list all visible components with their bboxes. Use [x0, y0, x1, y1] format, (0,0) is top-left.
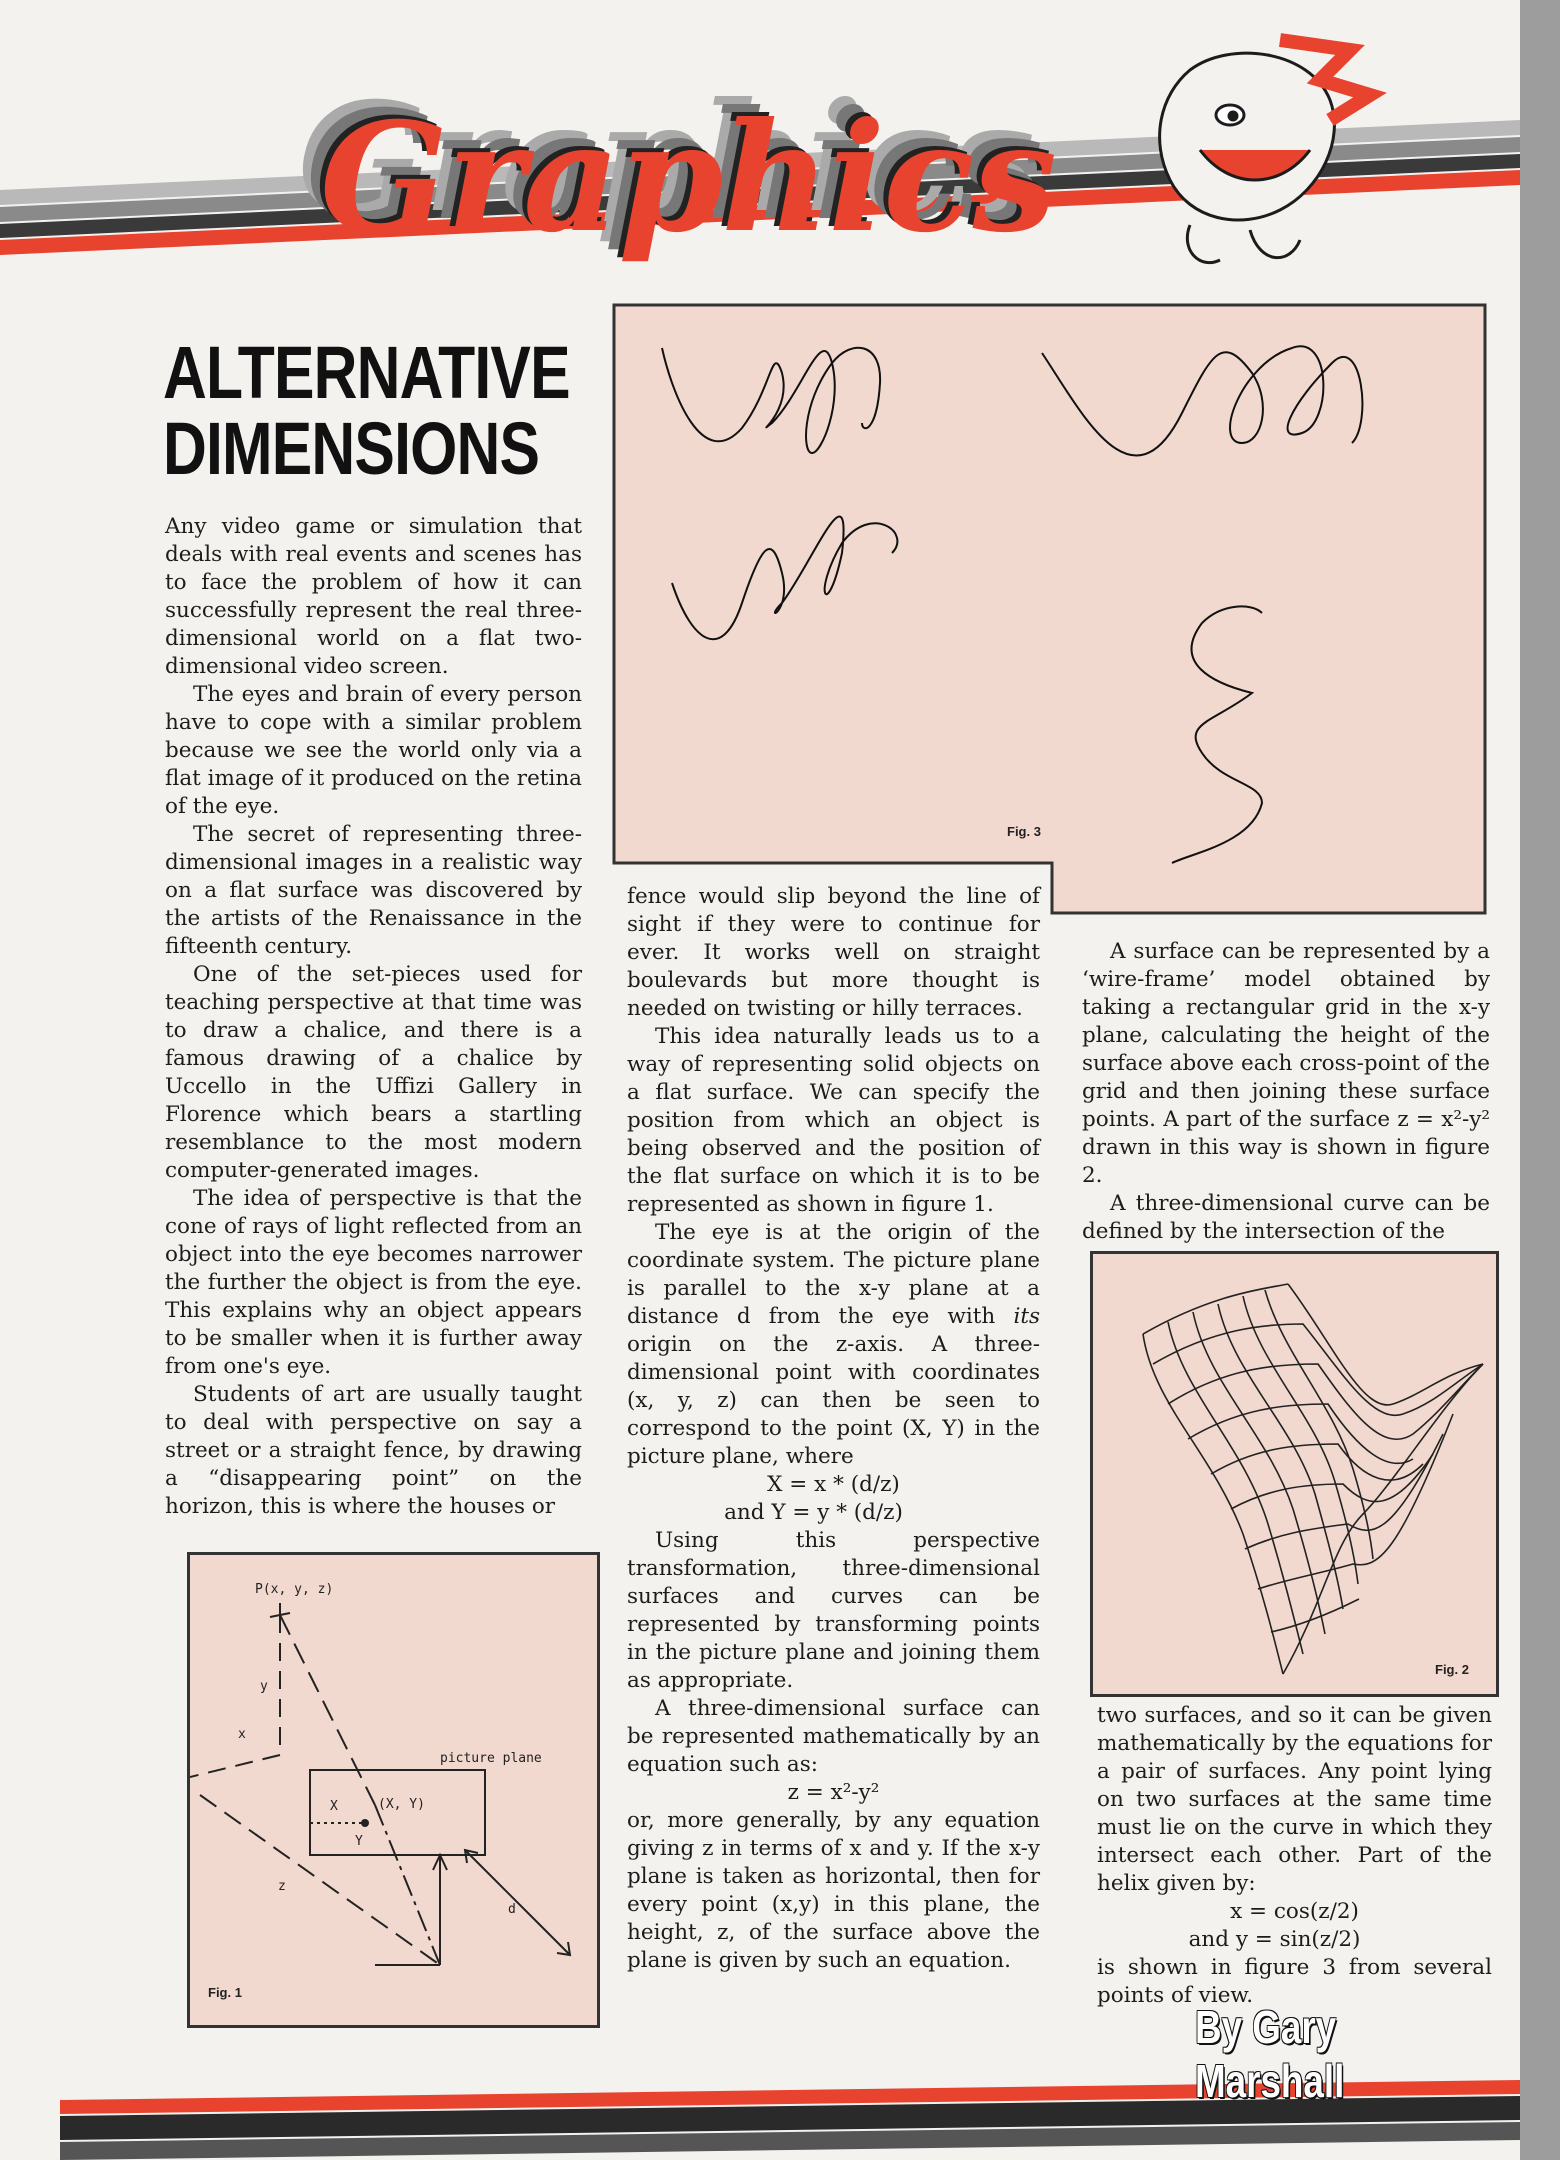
perspective-diagram: [190, 1555, 597, 2025]
fig1-x-label: x: [238, 1727, 246, 1742]
paragraph: One of the set-pieces used for teaching perspective at that time was to draw a chalice, and there is a famous drawing of a chalice by Uccello in the Uffizi Gallery in Florence which bears a startling resemblance to the most modern computer-generated images.: [165, 962, 582, 1183]
fig1-Y-label: Y: [355, 1834, 363, 1849]
paragraph: or, more generally, by any equation giving z in terms of x and y. If the x-y plane is taken as horizontal, then for every point (x,y) in this plane, the height, z, of the surface above the plane is given by such an equation.: [627, 1808, 1040, 1973]
column-3-lower: [1097, 1702, 1492, 2010]
paragraph: This idea naturally leads us to a way of representing solid objects on a flat surface. We can specify the position from which an object is being observed and the position of the flat surface on which it is to be represented as shown in figure 1.: [627, 1024, 1040, 1217]
paragraph: two surfaces, and so it can be given mathematically by the equations for a pair of surfaces. Any point lying on two surfaces at the same time must lie on the curve in which they intersect each other. Part of the helix given by:: [1097, 1703, 1492, 1896]
author-byline: By Gary Marshall: [1195, 2001, 1345, 2107]
paragraph: The eyes and brain of every person have to cope with a similar problem because we see the world only via a flat image of it produced on the retina of the eye.: [165, 682, 582, 819]
paragraph: A three-dimensional curve can be defined by the intersection of the: [1082, 1191, 1490, 1244]
paragraph: Using this perspective transformation, three-dimensional surfaces and curves can be represented by transforming points in the picture plane and joining them as appropriate.: [627, 1528, 1040, 1693]
paragraph: fence would slip beyond the line of sight if they were to continue for ever. It works well on straight boulevards but more thought is needed on twisting or hilly terraces.: [627, 884, 1040, 1021]
text-span: The eye is at the origin of the coordinate system. The picture plane is parallel to the x-y plane at a distance d from the eye with: [627, 1220, 1040, 1329]
column-2: [627, 883, 1040, 1975]
paragraph: [627, 1219, 1040, 1471]
fig1-XY-label: (X, Y): [378, 1797, 425, 1812]
text-span: origin on the z-axis. A three-dimensional point with coordinates (x, y, z) can then be seen to correspond to the point (X, Y) in the picture plane, where: [627, 1332, 1040, 1469]
equation: z = x²-y²: [787, 1780, 880, 1805]
emphasis: its: [1013, 1304, 1040, 1329]
figure-3: [612, 303, 1488, 918]
fig1-point-label: P(x, y, z): [255, 1582, 334, 1597]
figure-1: [190, 1555, 597, 2025]
fig1-d-label: d: [508, 1902, 516, 1917]
saddle-surface-diagram: [1093, 1254, 1496, 1694]
fig2-caption: Fig. 2: [1435, 1662, 1469, 1677]
masthead-title: Graphics: [320, 90, 1056, 266]
paragraph: The secret of representing three-dimensional images in a realistic way on a flat surface was discovered by the artists of the Renaissance in the fifteenth century.: [165, 822, 582, 959]
fig1-y-label: y: [260, 1679, 268, 1694]
fig1-X-label: X: [330, 1799, 338, 1814]
equation: X = x * (d/z): [767, 1472, 900, 1497]
paragraph: Students of art are usually taught to deal with perspective on say a street or a straight fence, by drawing a “disappearing point” on the horizon, this is where the houses or: [165, 1382, 582, 1519]
fig1-caption: Fig. 1: [208, 1985, 242, 2000]
paragraph: Any video game or simulation that deals with real events and scenes has to face the problem of how it can successfully represent the real three-dimensional world on a flat two-dimensional video screen.: [165, 514, 582, 679]
paragraph: A three-dimensional surface can be represented mathematically by an equation such as:: [627, 1696, 1040, 1777]
article-headline: ALTERNATIVE DIMENSIONS: [163, 331, 570, 490]
paragraph: The idea of perspective is that the cone of rays of light reflected from an object into the eye becomes narrower the further the object is from the eye. This explains why an object appears to be smaller when it is further away from one's eye.: [165, 1186, 582, 1379]
equation: and Y = y * (d/z): [724, 1500, 903, 1525]
paragraph: is shown in figure 3 from several points of view.: [1097, 1955, 1492, 2008]
equation: x = cos(z/2): [1230, 1899, 1359, 1924]
paragraph: A surface can be represented by a ‘wire-frame’ model obtained by taking a rectangular grid in the x-y plane, calculating the height of the surface above each cross-point of the grid and then joining these surface points. A part of the surface z = x²-y² drawn in this way is shown in figure 2.: [1082, 939, 1490, 1188]
figure-2: [1093, 1254, 1496, 1694]
column-3-upper: [1082, 938, 1490, 1246]
equation: and y = sin(z/2): [1188, 1927, 1361, 1952]
fig3-caption: Fig. 3: [1007, 824, 1041, 839]
fig1-z-label: z: [278, 1879, 286, 1894]
page-edge: [1520, 0, 1560, 2160]
fig1-plane-label: picture plane: [440, 1751, 542, 1766]
column-1: [165, 513, 582, 1521]
